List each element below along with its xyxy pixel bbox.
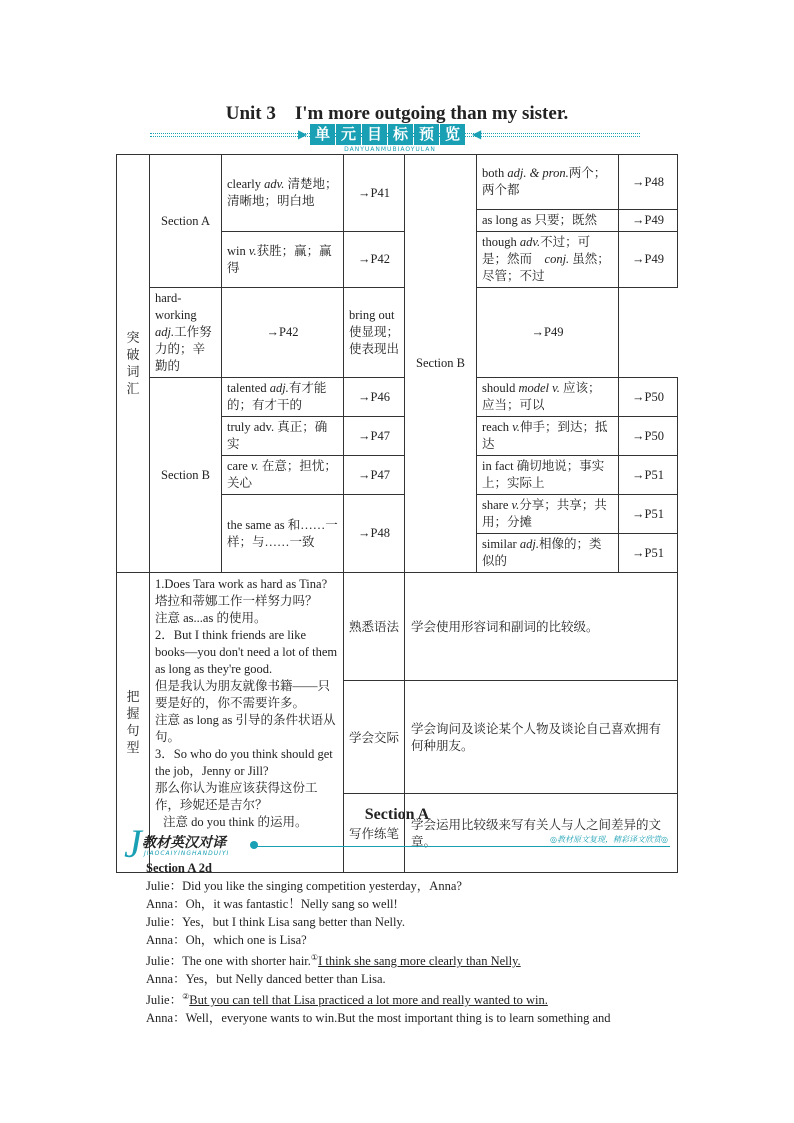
dialogue-subtitle: Section A 2d <box>146 861 212 875</box>
translation-header <box>124 821 670 866</box>
vocab-item: though adv.不过；可是；然而 conj. 虽然；尽管；不过 <box>477 232 619 288</box>
vocab-item: hard-working adj.工作努力的；辛勤的 <box>150 288 222 378</box>
key-sentences: 1.Does Tara work as hard as Tina? 塔拉和蒂娜工作一样努力吗？ 注意 as...as 的使用。 2．But I think friends are like books—you don't need a lot of them as long as they're good. 但是我认为朋友就像书籍——只要是好的，你不需要许多。 注意 as long as 引导的条件状语从句。 3．So who do you think should get the job，Jenny or Jill? 那么你认为谁应该获得这份工作，珍妮还是吉尔？ 注意 do you think 的运用。 <box>150 573 344 873</box>
header-dot-icon <box>250 841 258 849</box>
vocab-item: share v.分享；共享；共用；分摊 <box>477 495 619 534</box>
section-b-right-label: Section B <box>405 155 477 573</box>
unit-goals-table <box>116 154 678 873</box>
vocab-label: 突 破 词 汇 <box>117 155 150 573</box>
page-ref: →P47 <box>344 417 405 456</box>
page-ref: →P42 <box>222 288 344 378</box>
page-ref: →P50 <box>619 417 678 456</box>
vocab-item: talented adj.有才能的；有才干的 <box>222 378 344 417</box>
vocab-item: as long as 只要；既然 <box>477 210 619 232</box>
vocab-item: the same as 和……一样；与……一致 <box>222 495 344 573</box>
page-ref: →P41 <box>344 155 405 232</box>
skill-grammar-desc: 学会使用形容词和副词的比较级。 <box>405 573 678 681</box>
vocab-item: care v. 在意；担忧；关心 <box>222 456 344 495</box>
dialogue-line: Anna：Oh，which one is Lisa? <box>146 933 307 947</box>
translation-j-icon: J <box>124 821 142 866</box>
banner-char: 览 <box>440 124 465 145</box>
vocab-item: win v.获胜；赢；赢得 <box>222 232 344 288</box>
page-ref: →P49 <box>619 232 678 288</box>
page-ref: →P48 <box>619 155 678 210</box>
skill-communication: 学会交际 <box>344 681 405 794</box>
dialogue-line: Julie：The one with shorter hair.①I think she sang more clearly than Nelly. <box>146 953 521 969</box>
dialogue-line: Anna：Yes，but Nelly danced better than Lisa. <box>146 972 386 987</box>
banner-char: 单 <box>310 124 335 145</box>
vocab-item: should model v. 应该；应当；可以 <box>477 378 619 417</box>
vocab-item: truly adv. 真正；确实 <box>222 417 344 456</box>
dialogue-line: Anna：Oh，it was fantastic！Nelly sang so well! <box>146 897 398 911</box>
vocab-item: bring out 使显现；使表现出 <box>344 288 405 378</box>
banner-char: 标 <box>388 124 413 145</box>
page-ref: →P50 <box>619 378 678 417</box>
page-ref: →P46 <box>344 378 405 417</box>
banner-char: 元 <box>336 124 361 145</box>
vocab-item: similar adj.相像的；类似的 <box>477 534 619 573</box>
dialogue-line: Anna：Well，everyone wants to win.But the most important thing is to learn something and <box>146 1011 611 1026</box>
section-a-label: Section A <box>150 155 222 288</box>
skill-communication-desc: 学会询问及谈论某个人物及谈论自己喜欢拥有何种朋友。 <box>405 681 678 794</box>
vocab-item: in fact 确切地说；事实上；实际上 <box>477 456 619 495</box>
banner-right-arrow-icon: ◀ <box>472 127 482 141</box>
page-ref: →P42 <box>344 232 405 288</box>
dialogue-line: Julie：Yes，but I think Lisa sang better than Nelly. <box>146 915 405 929</box>
banner-char: 目 <box>362 124 387 145</box>
page-ref: →P49 <box>477 288 619 378</box>
skill-writing: 写作练笔 <box>344 794 405 873</box>
skill-grammar: 熟悉语法 <box>344 573 405 681</box>
section-b-left-label: Section B <box>150 378 222 573</box>
vocab-item: both adj. & pron.两个；两个都 <box>477 155 619 210</box>
page-ref: →P51 <box>619 456 678 495</box>
banner-pinyin: DANYUANMUBIAOYULAN <box>344 146 436 153</box>
translation-pinyin: JIAOCAIYINGHANDUIYI <box>144 850 230 857</box>
vocab-item: reach v.伸手；到达；抵达 <box>477 417 619 456</box>
page-ref: →P49 <box>619 210 678 232</box>
skill-writing-desc: 学会运用比较级来写有关人与人之间差异的文章。 <box>405 794 678 873</box>
unit-goals-banner <box>150 124 640 154</box>
banner-left-arrow-icon: ▶ <box>298 127 308 141</box>
translation-slogan: ◎教材原文复现，精彩译文欣赏◎ <box>550 835 668 844</box>
page-ref: →P51 <box>619 534 678 573</box>
vocab-item: clearly adv. 清楚地；清晰地；明白地 <box>222 155 344 232</box>
page-title: Unit 3 I'm more outgoing than my sister. <box>225 103 569 124</box>
dialogue-line: Julie：②But you can tell that Lisa practiced a lot more and really wanted to win. <box>146 992 548 1008</box>
page-ref: →P48 <box>344 495 405 573</box>
page-ref: →P51 <box>619 495 678 534</box>
dialogue-line: Julie：Did you like the singing competition yesterday，Anna? <box>146 879 462 893</box>
sentences-label: 把 握 句 型 <box>117 573 150 873</box>
page-ref: →P47 <box>344 456 405 495</box>
banner-char: 预 <box>414 124 439 145</box>
translation-title: 教材英汉对译 <box>142 835 226 851</box>
section-heading: Section A <box>364 806 430 823</box>
dialogue <box>146 859 686 1027</box>
